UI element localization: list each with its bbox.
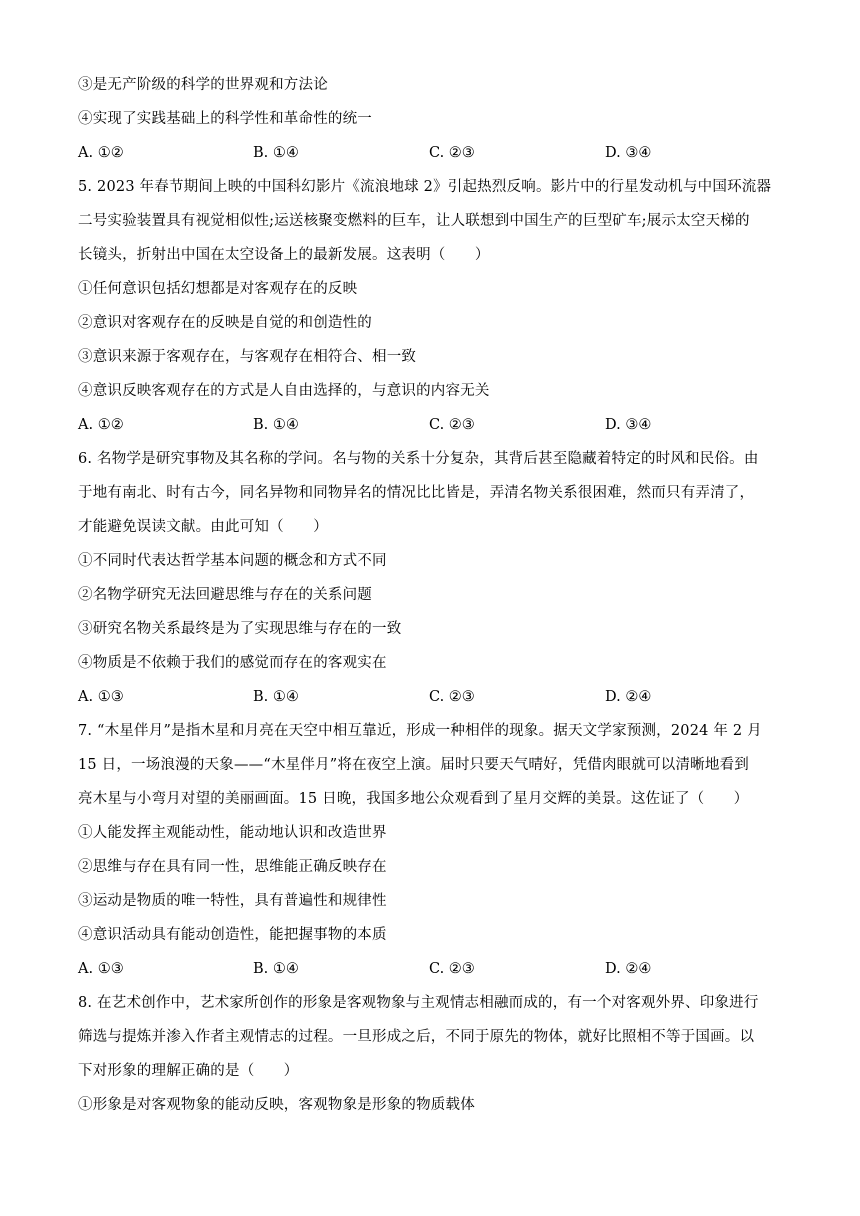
q6-statement-1: ①不同时代表达哲学基本问题的概念和方式不同 [78, 553, 387, 569]
q8-stem-line-2: 筛选与提炼并渗入作者主观情志的过程。一旦形成之后，不同于原先的物体，就好比照相不等于国画。以 [78, 1029, 755, 1045]
q8-stem-line-1: 8. 在艺术创作中，艺术家所创作的形象是客观物象与主观情志相融而成的，有一个对客观外界、印象进行 [78, 995, 759, 1011]
option-d: D. ③④ [605, 145, 652, 161]
q6-statement-2: ②名物学研究无法回避思维与存在的关系问题 [78, 587, 372, 603]
q5-stem-line-3: 长镜头，折射出中国在太空设备上的最新发展。这表明（ ） [78, 247, 490, 263]
option-c: C. ②③ [429, 145, 475, 161]
q6-options [78, 687, 790, 707]
option-d: D. ②④ [605, 961, 652, 977]
q7-statement-4: ④意识活动具有能动创造性，能把握事物的本质 [78, 927, 387, 943]
q6-stem-line-1: 6. 名物学是研究事物及其名称的学问。名与物的关系十分复杂，其背后甚至隐藏着特定的时风和民俗。由 [78, 451, 759, 467]
q7-stem-line-1: 7. “木星伴月”是指木星和月亮在天空中相互靠近，形成一种相伴的现象。据天文学家预测，2024 年 2 月 [78, 723, 762, 739]
q5-statement-3: ③意识来源于客观存在，与客观存在相符合、相一致 [78, 349, 417, 365]
option-a: A. ①③ [78, 961, 124, 977]
q8-stem-line-3: 下对形象的理解正确的是（ ） [78, 1063, 299, 1079]
q6-statement-4: ④物质是不依赖于我们的感觉而存在的客观实在 [78, 655, 387, 671]
q7-stem-line-2: 15 日，一场浪漫的天象——“木星伴月”将在夜空上演。届时只要天气晴好，凭借肉眼就可以清晰地看到 [78, 757, 749, 773]
q7-options [78, 959, 790, 979]
statement-3: ③是无产阶级的科学的世界观和方法论 [78, 77, 328, 93]
q6-stem-line-3: 才能避免误读文献。由此可知（ ） [78, 519, 328, 535]
statement-4: ④实现了实践基础上的科学性和革命性的统一 [78, 111, 372, 127]
option-b: B. ①④ [253, 689, 299, 705]
option-a: A. ①② [78, 417, 124, 433]
q4-options [78, 143, 790, 163]
q5-options [78, 415, 790, 435]
option-c: C. ②③ [429, 961, 475, 977]
q8-statement-1: ①形象是对客观物象的能动反映，客观物象是形象的物质载体 [78, 1097, 475, 1113]
q5-statement-2: ②意识对客观存在的反映是自觉的和创造性的 [78, 315, 372, 331]
option-a: A. ①③ [78, 689, 124, 705]
option-a: A. ①② [78, 145, 124, 161]
q5-statement-4: ④意识反映客观存在的方式是人自由选择的，与意识的内容无关 [78, 383, 490, 399]
q5-stem-line-1: 5. 2023 年春节期间上映的中国科幻影片《流浪地球 2》引起热烈反响。影片中的行星发动机与中国环流器 [78, 179, 772, 195]
option-d: D. ②④ [605, 689, 652, 705]
q6-stem-line-2: 于地有南北、时有古今，同名异物和同物异名的情况比比皆是，弄清名物关系很困难，然而只有弄清了， [78, 485, 755, 501]
q5-statement-1: ①任何意识包括幻想都是对客观存在的反映 [78, 281, 358, 297]
q7-stem-line-3: 亮木星与小弯月对望的美丽画面。15 日晚，我国多地公众观看到了星月交辉的美景。这佐证了（ ） [78, 791, 749, 807]
option-d: D. ③④ [605, 417, 652, 433]
option-b: B. ①④ [253, 145, 299, 161]
option-b: B. ①④ [253, 417, 299, 433]
option-c: C. ②③ [429, 417, 475, 433]
q7-statement-1: ①人能发挥主观能动性，能动地认识和改造世界 [78, 825, 387, 841]
q5-stem-line-2: 二号实验装置具有视觉相似性;运送核聚变燃料的巨车，让人联想到中国生产的巨型矿车;展示太空天梯的 [78, 213, 750, 229]
option-b: B. ①④ [253, 961, 299, 977]
q7-statement-3: ③运动是物质的唯一特性，具有普遍性和规律性 [78, 893, 387, 909]
q7-statement-2: ②思维与存在具有同一性，思维能正确反映存在 [78, 859, 387, 875]
q6-statement-3: ③研究名物关系最终是为了实现思维与存在的一致 [78, 621, 402, 637]
option-c: C. ②③ [429, 689, 475, 705]
